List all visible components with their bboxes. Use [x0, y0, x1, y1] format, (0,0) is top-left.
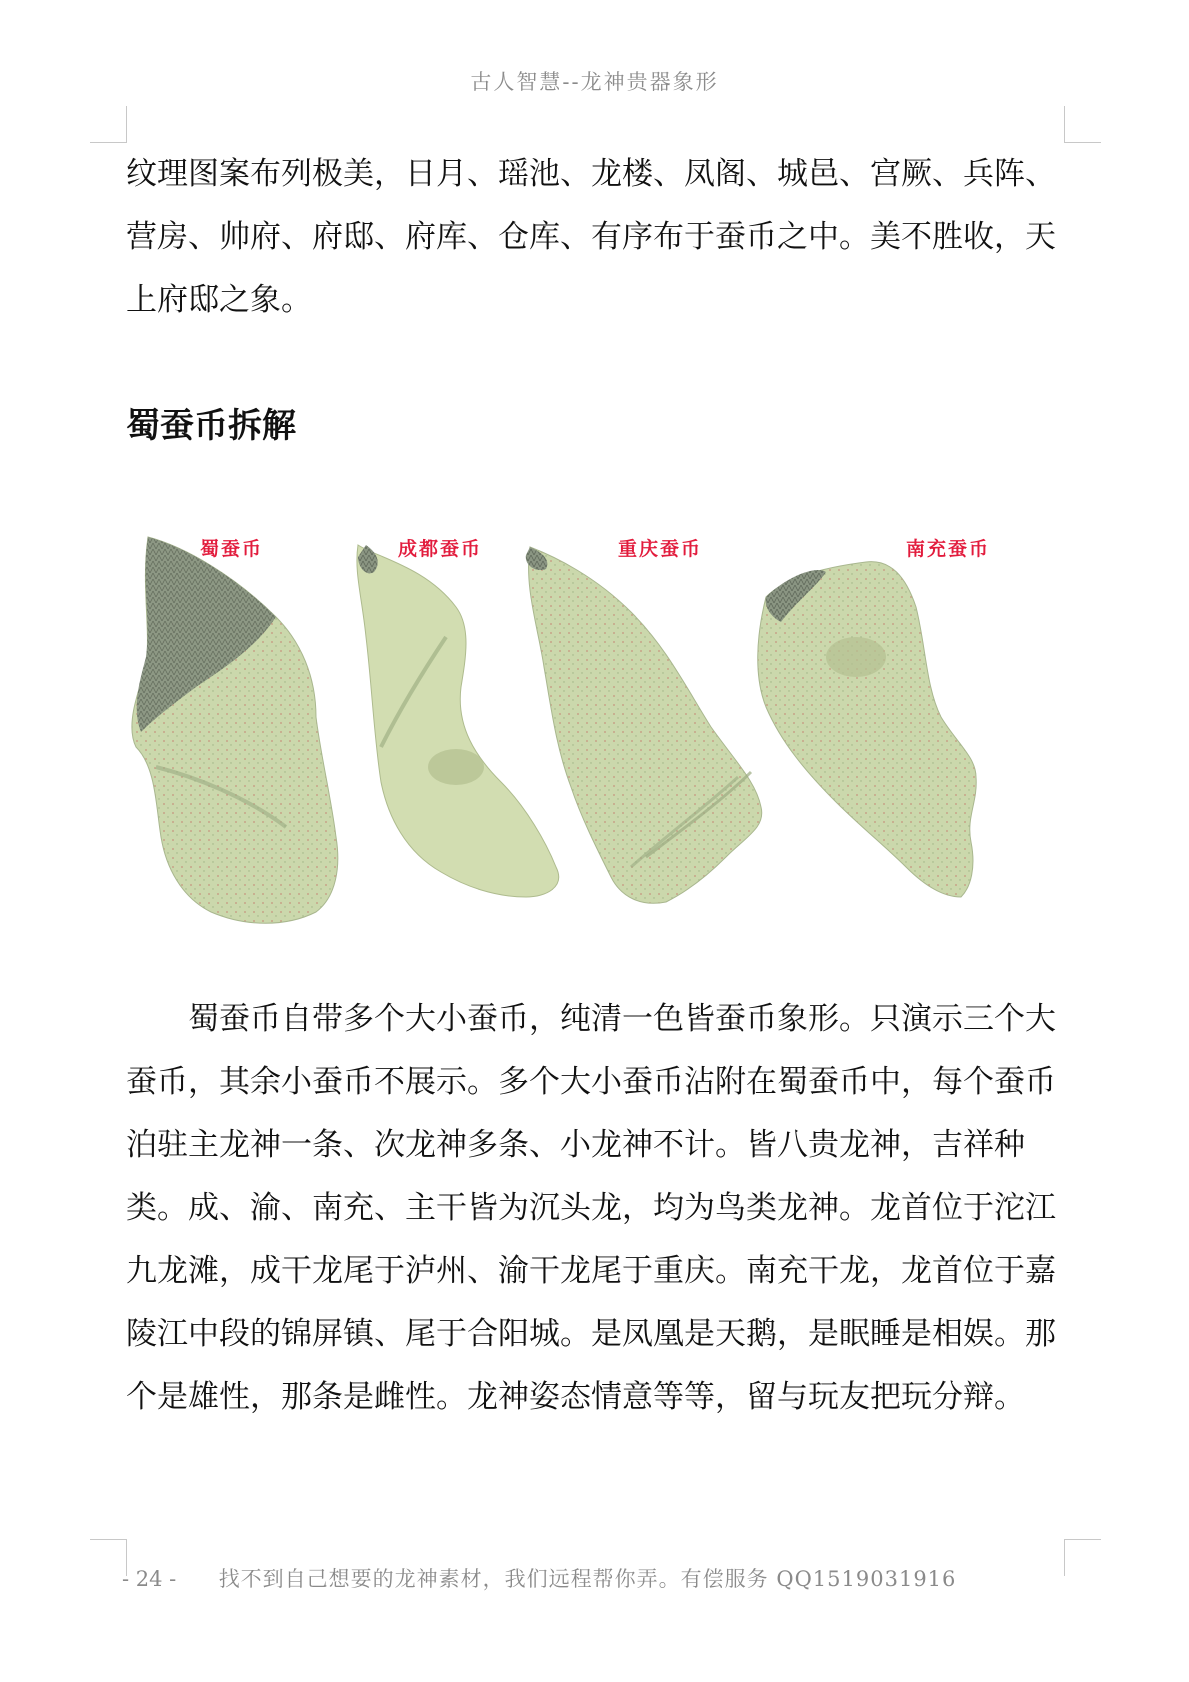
body-paragraph-2: 蜀蚕币自带多个大小蚕币，纯清一色皆蚕币象形。只演示三个大蚕币，其余小蚕币不展示。多个大小蚕币沾附在蜀蚕币中，每个蚕币泊驻主龙神一条、次龙神多条、小龙神不计。皆八贵龙神，吉祥种类。成、渝、南充、主干皆为沉头龙，均为鸟类龙神。龙首位于沱江九龙滩，成干龙尾于泸州、渝干龙尾于重庆。南充干龙，龙首位于嘉陵江中段的锦屏镇、尾于合阳城。是凤凰是天鹅，是眠睡是相娱。那个是雄性，那条是雌性。龙神姿态情意等等，留与玩友把玩分辩。 [126, 1001, 1056, 1415]
map-chongqing-silkworm-coin [526, 547, 762, 903]
body-paragraph-1: 纹理图案布列极美，日月、瑶池、龙楼、凤阁、城邑、宫厥、兵阵、营房、帅府、府邸、府库、仓库、有序布于蚕币之中。美不胜收，天上府邸之象。 [126, 156, 1056, 318]
running-header: 古人智慧--龙神贵器象形 [470, 70, 719, 94]
map-chengdu-silkworm-coin [357, 545, 559, 897]
crop-mark-top-right [1064, 106, 1101, 143]
map-label-shu: 蜀蚕币 [200, 538, 264, 560]
map-shu-silkworm-coin [132, 537, 338, 923]
crop-mark-top-left [90, 106, 127, 143]
map-label-nanchong: 南充蚕币 [906, 538, 991, 560]
map-nanchong-silkworm-coin [758, 562, 976, 897]
crop-mark-bottom-right [1064, 1539, 1101, 1576]
map-label-chongqing: 重庆蚕币 [618, 538, 703, 560]
section-heading: 蜀蚕币拆解 [126, 406, 296, 446]
page-footer [122, 1563, 956, 1593]
footer-note: 找不到自己想要的龙神素材，我们远程帮你弄。有偿服务 QQ1519031916 [218, 1567, 957, 1591]
map-label-chengdu: 成都蚕币 [398, 538, 483, 560]
map-figure-svg [126, 522, 1066, 952]
page-number: - 24 - [122, 1567, 177, 1591]
map-figure [126, 522, 1066, 952]
